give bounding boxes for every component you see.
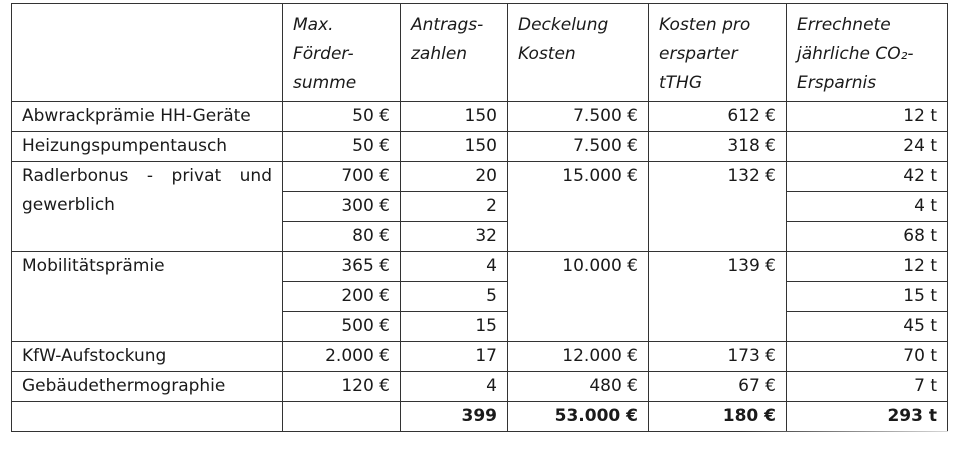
deckelung-cell: 12.000 €	[508, 342, 649, 372]
co2-cell: 70 t	[787, 342, 948, 372]
foerdersumme-cell: 80 €	[283, 222, 401, 252]
foerdersumme-cell: 200 €	[283, 282, 401, 312]
table-row	[12, 162, 948, 192]
deckelung-cell: 7.500 €	[508, 132, 649, 162]
kosten-cell: 132 €	[649, 162, 787, 252]
watermark-fade	[740, 431, 960, 457]
co2-cell: 15 t	[787, 282, 948, 312]
antragszahlen-cell: 15	[401, 312, 508, 342]
foerdersumme-cell: 300 €	[283, 192, 401, 222]
foerdersumme-cell: 50 €	[283, 102, 401, 132]
co2-cell: 68 t	[787, 222, 948, 252]
header-co2-ersparnis: Errechnete jährliche CO₂-Ersparnis	[787, 4, 948, 102]
kosten-cell: 173 €	[649, 342, 787, 372]
foerdersumme-cell: 120 €	[283, 372, 401, 402]
measure-name: Abwrackprämie HH-Geräte	[12, 102, 283, 132]
co2-cell: 12 t	[787, 102, 948, 132]
co2-cell: 12 t	[787, 252, 948, 282]
antragszahlen-cell: 4	[401, 372, 508, 402]
total-foerdersumme	[283, 402, 401, 432]
deckelung-cell: 10.000 €	[508, 252, 649, 342]
deckelung-cell: 15.000 €	[508, 162, 649, 252]
table-row	[12, 102, 948, 132]
antragszahlen-cell: 150	[401, 102, 508, 132]
foerdersumme-cell: 500 €	[283, 312, 401, 342]
total-label	[12, 402, 283, 432]
antragszahlen-cell: 32	[401, 222, 508, 252]
total-co2: 293 t	[787, 402, 948, 432]
foerdersumme-cell: 50 €	[283, 132, 401, 162]
antragszahlen-cell: 4	[401, 252, 508, 282]
table-row	[12, 132, 948, 162]
header-antragszahlen: Antrags-zahlen	[401, 4, 508, 102]
measure-name: Radlerbonus - privat und gewerblich	[12, 162, 283, 252]
antragszahlen-cell: 2	[401, 192, 508, 222]
co2-cell: 24 t	[787, 132, 948, 162]
deckelung-cell: 480 €	[508, 372, 649, 402]
foerdersumme-cell: 2.000 €	[283, 342, 401, 372]
header-deckelung-kosten: Deckelung Kosten	[508, 4, 649, 102]
co2-cell: 45 t	[787, 312, 948, 342]
funding-table	[11, 3, 948, 432]
measure-name: Heizungspumpentausch	[12, 132, 283, 162]
co2-cell: 4 t	[787, 192, 948, 222]
total-row	[12, 402, 948, 432]
total-antragszahlen: 399	[401, 402, 508, 432]
table-row	[12, 342, 948, 372]
foerdersumme-cell: 700 €	[283, 162, 401, 192]
co2-cell: 7 t	[787, 372, 948, 402]
kosten-cell: 612 €	[649, 102, 787, 132]
kosten-cell: 318 €	[649, 132, 787, 162]
total-deckelung: 53.000 €	[508, 402, 649, 432]
table-row	[12, 252, 948, 282]
measure-name: Gebäudethermographie	[12, 372, 283, 402]
measure-name: KfW-Aufstockung	[12, 342, 283, 372]
header-empty	[12, 4, 283, 102]
antragszahlen-cell: 20	[401, 162, 508, 192]
measure-name: Mobilitätsprämie	[12, 252, 283, 342]
kosten-cell: 139 €	[649, 252, 787, 342]
total-kosten: 180 €	[649, 402, 787, 432]
header-kosten-pro-thg: Kosten pro ersparter tTHG	[649, 4, 787, 102]
deckelung-cell: 7.500 €	[508, 102, 649, 132]
antragszahlen-cell: 17	[401, 342, 508, 372]
table-row	[12, 372, 948, 402]
antragszahlen-cell: 150	[401, 132, 508, 162]
co2-cell: 42 t	[787, 162, 948, 192]
kosten-cell: 67 €	[649, 372, 787, 402]
header-max-foerdersumme: Max. Förder-summe	[283, 4, 401, 102]
antragszahlen-cell: 5	[401, 282, 508, 312]
header-row	[12, 4, 948, 102]
foerdersumme-cell: 365 €	[283, 252, 401, 282]
